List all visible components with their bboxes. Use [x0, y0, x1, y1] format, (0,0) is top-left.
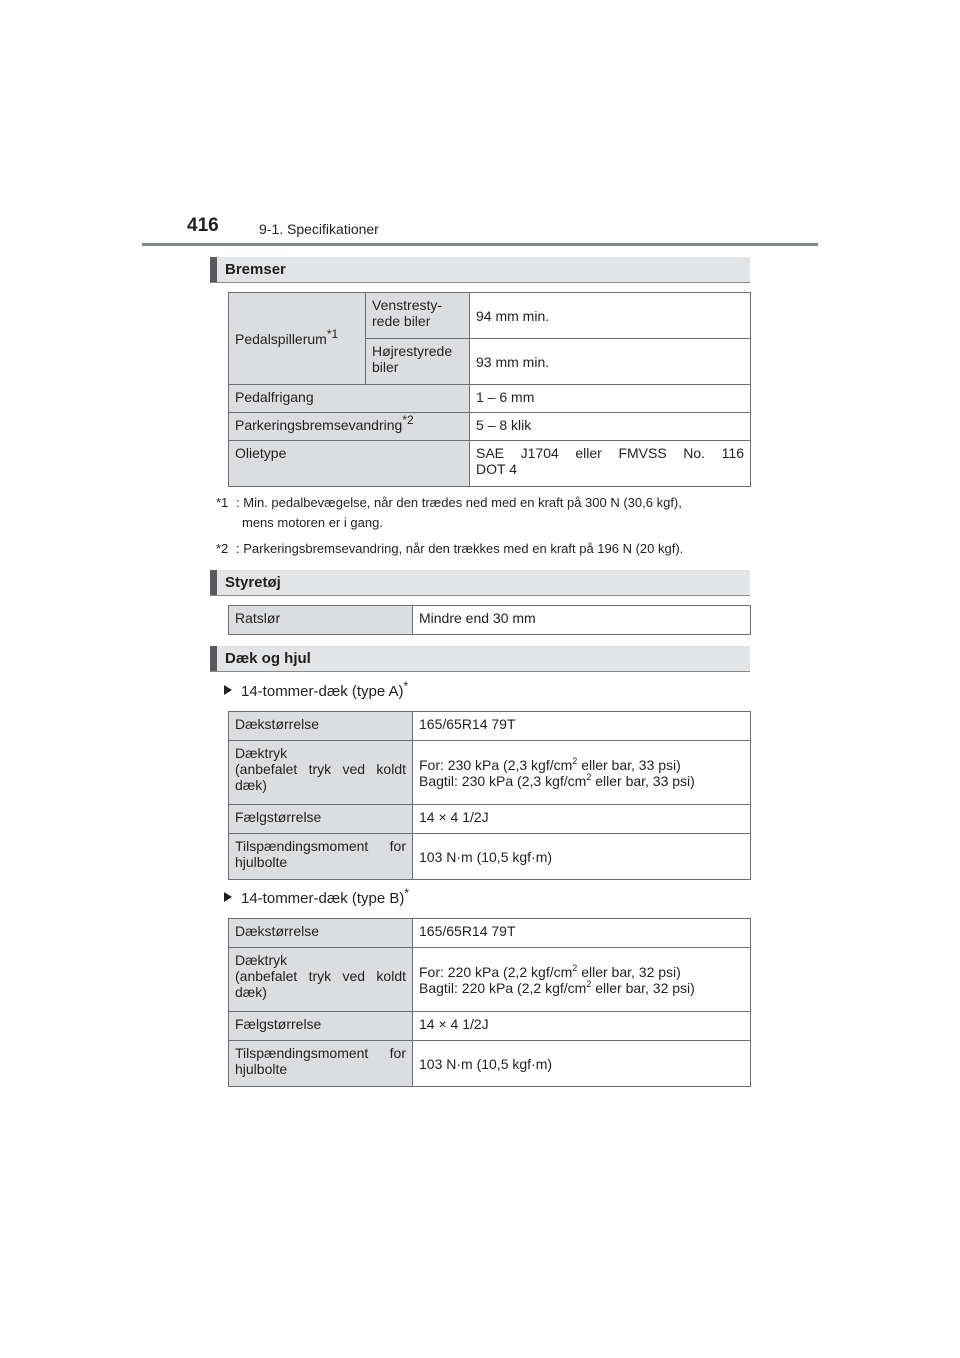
tire-pressure-value: [413, 741, 751, 805]
pressure-front-text-end: eller bar, 33 psi): [577, 756, 681, 773]
fluid-value-line2: DOT 4: [476, 461, 517, 477]
lhd-label: Venstresty- rede biler: [366, 293, 470, 339]
tire-pressure-rear: [419, 980, 744, 996]
type-a-subheading: [224, 679, 409, 700]
tire-pressure-label-line1: Dæktryk: [235, 952, 288, 968]
table-row: [229, 919, 751, 948]
parking-brake-text: Parkeringsbremsevandring: [235, 417, 403, 433]
tire-size-value: 165/65R14 79T: [413, 712, 751, 741]
superscript: 2: [572, 962, 578, 973]
steering-heading: [210, 570, 750, 596]
tire-pressure-label: [229, 948, 413, 1012]
brakes-heading-label: Bremser: [225, 261, 286, 278]
wheel-size-value: 14 × 4 1/2J: [413, 805, 751, 834]
tires-type-b-table: [228, 918, 751, 1087]
table-row: [229, 805, 751, 834]
table-row: [229, 834, 751, 880]
tires-type-a-table: [228, 711, 751, 880]
footnote-text-line1: Min. pedalbevægelse, når den trædes ned med en kraft på 300 N (30,6 kgf),: [243, 495, 682, 510]
footnote-text: : Parkeringsbremsevandring, når den trækkes med en kraft på 196 N (20 kgf).: [236, 541, 684, 556]
table-row: [229, 606, 751, 635]
wheel-size-value: 14 × 4 1/2J: [413, 1012, 751, 1041]
brakes-heading: [210, 257, 750, 283]
pressure-front-text: For: 230 kPa (2,3 kgf/cm: [419, 756, 573, 773]
footnote-ref: *2: [402, 413, 414, 427]
heading-accent: [210, 646, 217, 671]
heading-accent: [210, 570, 217, 595]
table-row: [229, 293, 751, 339]
page-number: 416: [187, 215, 219, 236]
tire-pressure-front: [419, 964, 744, 980]
footnote-text-line1: Parkeringsbremsevandring, når den trækkes med en kraft på 196 N (20 kgf).: [243, 541, 684, 556]
parking-brake-value: 5 – 8 klik: [470, 413, 751, 441]
pedal-clearance-label: [229, 293, 366, 385]
table-row: [229, 1012, 751, 1041]
section-title: 9-1. Specifikationer: [259, 221, 379, 237]
pressure-rear-text: Bagtil: 220 kPa (2,2 kgf/cm: [419, 979, 587, 996]
tire-size-label: Dækstørrelse: [229, 712, 413, 741]
tire-size-value: 165/65R14 79T: [413, 919, 751, 948]
torque-label: [229, 1041, 413, 1087]
tire-pressure-rear: [419, 773, 744, 789]
tire-pressure-value: [413, 948, 751, 1012]
tire-size-label: Dækstørrelse: [229, 919, 413, 948]
tire-pressure-label-line3: dæk): [235, 984, 267, 1000]
torque-label-line1: Tilspændingsmoment for: [235, 838, 406, 854]
tire-pressure-front: [419, 757, 744, 773]
footnote-mark: *1: [216, 495, 229, 510]
tires-heading-label: Dæk og hjul: [225, 650, 311, 667]
table-row: [229, 741, 751, 805]
fluid-value: [470, 441, 751, 487]
heading-accent: [210, 257, 217, 282]
footnote-ref: *: [403, 679, 409, 693]
pressure-front-text-end: eller bar, 32 psi): [577, 963, 681, 980]
tire-pressure-label-line1: Dæktryk: [235, 745, 288, 761]
table-row: [229, 441, 751, 487]
superscript: 2: [586, 978, 592, 989]
table-row: [229, 413, 751, 441]
wheel-size-label: Fælgstørrelse: [229, 805, 413, 834]
pressure-rear-text-end: eller bar, 32 psi): [591, 979, 695, 996]
torque-label-line2: hjulbolte: [235, 854, 288, 870]
pressure-rear-text: Bagtil: 230 kPa (2,3 kgf/cm: [419, 772, 587, 789]
table-row: [229, 1041, 751, 1087]
torque-value: 103 N·m (10,5 kgf·m): [413, 1041, 751, 1087]
lhd-value: 94 mm min.: [470, 293, 751, 339]
tire-pressure-label-line3: dæk): [235, 777, 267, 793]
footnote-ref: *1: [326, 326, 339, 341]
fluid-value-line1: SAE J1704 eller FMVSS No. 116: [476, 445, 744, 461]
triangle-bullet-icon: [224, 892, 232, 902]
pedal-clearance-text: Pedalspillerum: [235, 330, 327, 347]
parking-brake-label: [229, 413, 470, 441]
rhd-value: 93 mm min.: [470, 339, 751, 385]
steering-table: [228, 605, 751, 635]
footnote-text: : Min. pedalbevægelse, når den trædes ned med en kraft på 300 N (30,6 kgf),: [236, 495, 682, 510]
header-rule: [142, 243, 818, 246]
torque-label: [229, 834, 413, 880]
torque-label-line1: Tilspændingsmoment for: [235, 1045, 406, 1061]
table-row: [229, 712, 751, 741]
table-row: [229, 385, 751, 413]
pressure-front-text: For: 220 kPa (2,2 kgf/cm: [419, 963, 573, 980]
tires-heading: [210, 646, 750, 672]
footnote-text-line2: mens motoren er i gang.: [242, 515, 383, 530]
table-row: [229, 948, 751, 1012]
wheel-size-label: Fælgstørrelse: [229, 1012, 413, 1041]
fluid-label: Olietype: [229, 441, 470, 487]
triangle-bullet-icon: [224, 685, 232, 695]
type-a-heading-text: 14-tommer-dæk (type A): [241, 683, 404, 700]
torque-label-line2: hjulbolte: [235, 1061, 288, 1077]
rhd-label: Højrestyrede biler: [366, 339, 470, 385]
pedal-freeplay-label: Pedalfrigang: [229, 385, 470, 413]
tire-pressure-label-line2: (anbefalet tryk ved koldt: [235, 761, 406, 777]
footnote-ref: *: [404, 886, 410, 900]
superscript: 2: [586, 771, 592, 782]
type-b-subheading: [224, 886, 410, 907]
pressure-rear-text-end: eller bar, 33 psi): [591, 772, 695, 789]
tire-pressure-label-line2: (anbefalet tryk ved koldt: [235, 968, 406, 984]
type-b-heading-text: 14-tommer-dæk (type B): [241, 890, 405, 907]
torque-value: 103 N·m (10,5 kgf·m): [413, 834, 751, 880]
footnote-mark: *2: [216, 541, 229, 556]
tire-pressure-label: [229, 741, 413, 805]
brakes-table: [228, 292, 751, 487]
pedal-freeplay-value: 1 – 6 mm: [470, 385, 751, 413]
steering-play-value: Mindre end 30 mm: [413, 606, 751, 635]
superscript: 2: [572, 755, 578, 766]
steering-play-label: Ratslør: [229, 606, 413, 635]
steering-heading-label: Styretøj: [225, 574, 281, 591]
